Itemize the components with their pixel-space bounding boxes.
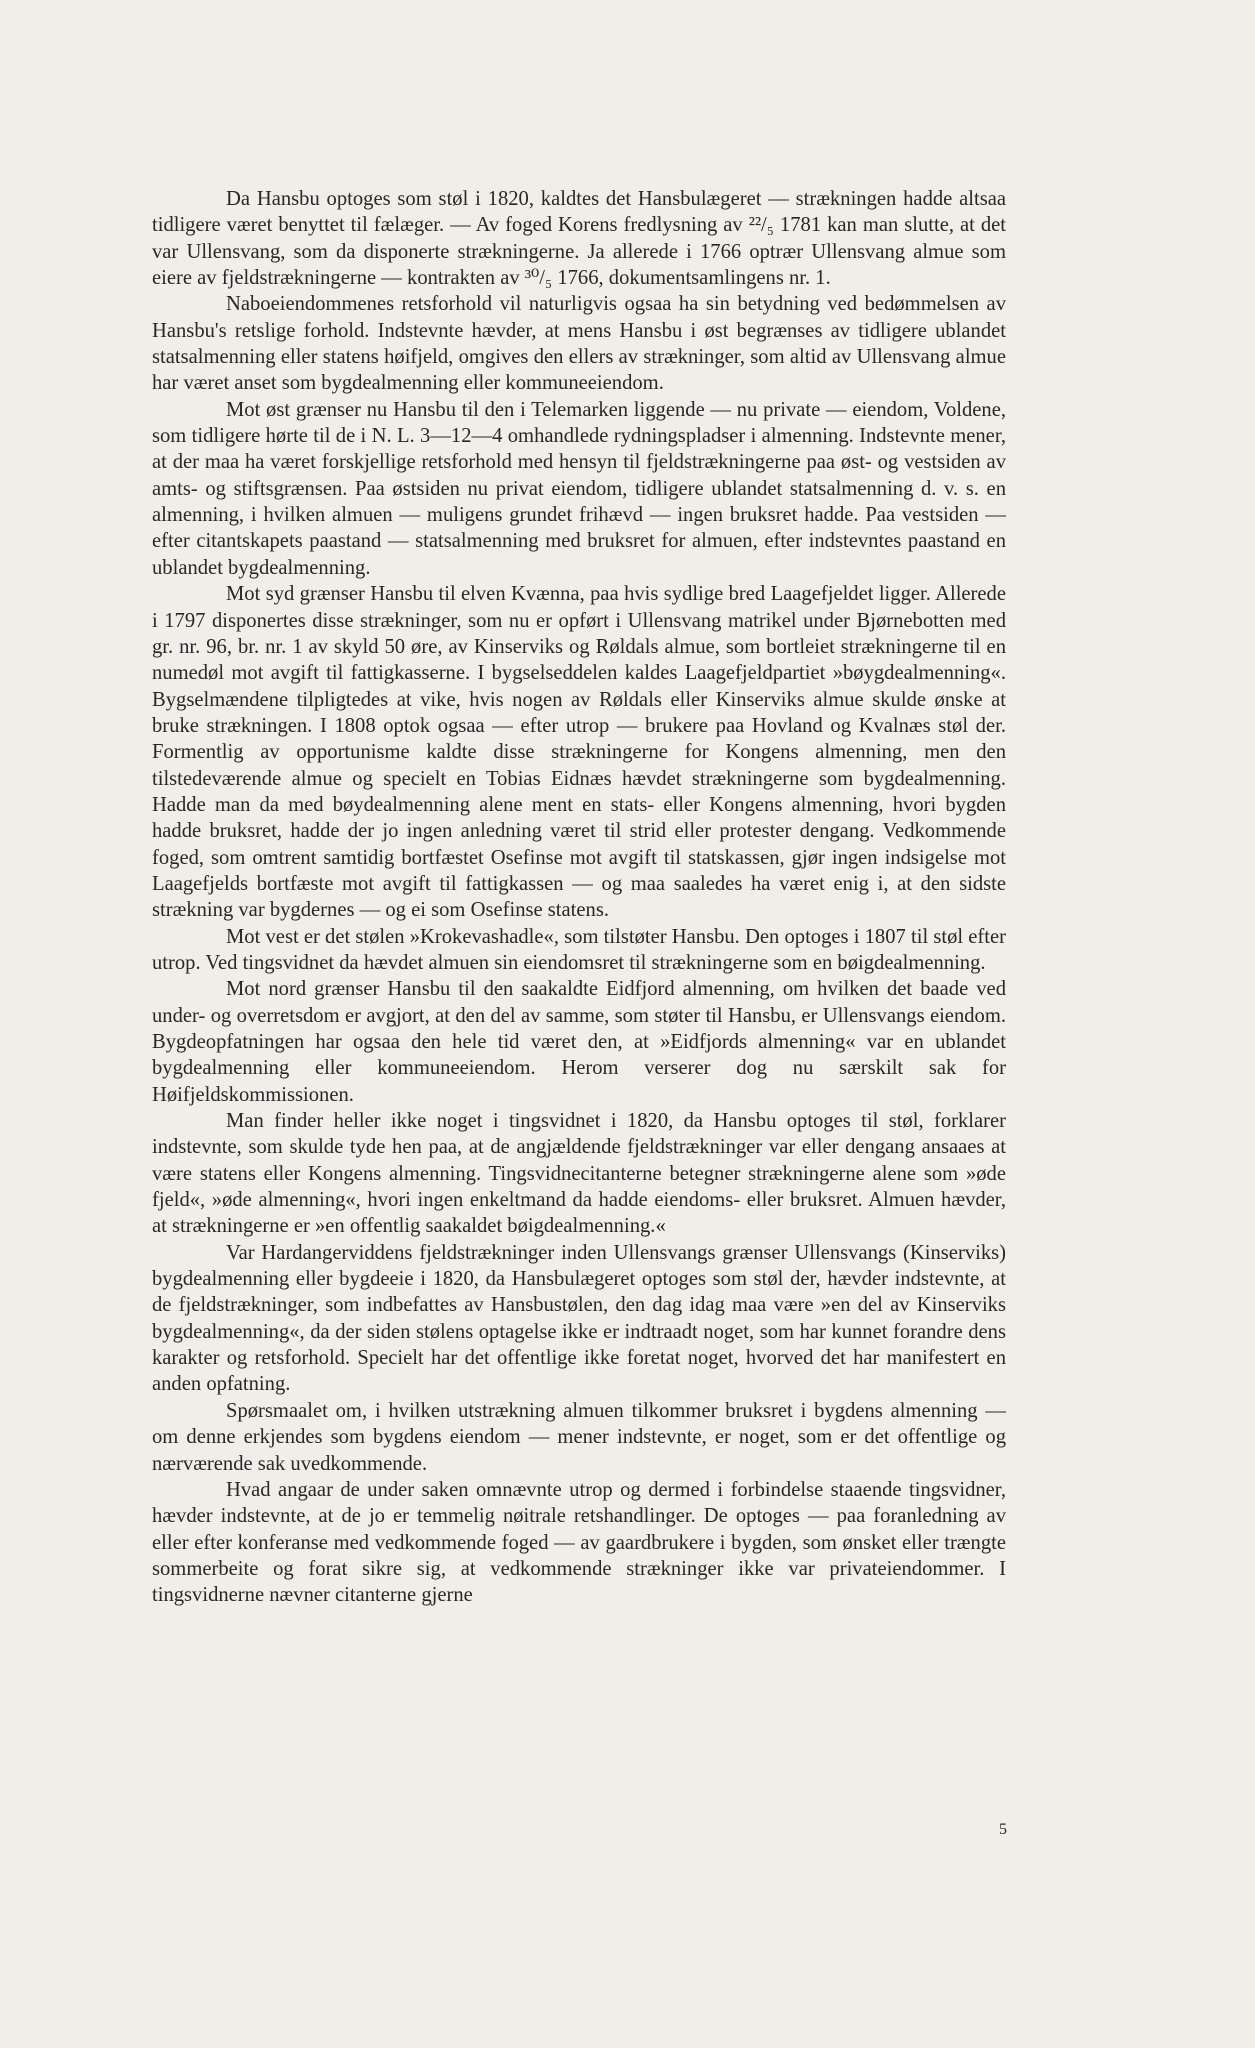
- page-number: 5: [999, 1821, 1007, 1838]
- body-text: [152, 186, 1006, 1609]
- paragraph-10: Hvad angaar de under saken omnævnte utrop og dermed i forbindelse staaende tingsvidner, hævder indstevnte, at de jo er temmelig nøitrale retshandlinger. De optoges — paa foranledning av eller efter konferanse med vedkommende foged — av gaardbrukere i bygden, som ønsket eller trængte sommerbeite og forat sikre sig, at vedkommende strækninger ikke var privateiendommer. I tingsvidnerne nævner citanterne gjerne: [152, 1478, 1006, 1607]
- paragraph-6: Mot nord grænser Hansbu til den saakaldte Eidfjord almenning, om hvilken det baade ved under- og overretsdom er avgjort, at den del av samme, som støter til Hansbu, er Ullensvangs eiendom. Bygdeopfatningen har ogsaa den hele tid været den, at »Eidfjords almenning« var en ublandet bygdealmenning eller kommuneeiendom. Herom verserer dog nu særskilt sak for Høifjeldskommissionen.: [152, 978, 1006, 1106]
- paragraph-5: Mot vest er det stølen »Krokevashadle«, som tilstøter Hansbu. Den optoges i 1807 til støl efter utrop. Ved tingsvidnet da hævdet almuen sin eiendomsret til strækningerne som en bøigdealmenning.: [152, 925, 1006, 974]
- paragraph-3: Mot øst grænser nu Hansbu til den i Telemarken liggende — nu private — eiendom, Voldene, som tidligere hørte til de i N. L. 3—12—4 omhandlede rydningspladser i almenning. Indstevnte mener, at der maa ha været forskjellige retsforhold med hensyn til fjeldstrækningerne paa øst- og vestsiden av amts- og stiftsgrænsen. Paa østsiden nu privat eiendom, tidligere ublandet statsalmenning d. v. s. en almenning, i hvilken almuen — muligens grundet frihævd — ingen bruksret hadde. Paa vestsiden — efter citantskapets paastand — statsalmenning med bruksret for almuen, efter indstevntes paastand en ublandet bygdealmenning.: [152, 398, 1006, 579]
- paragraph-9: Spørsmaalet om, i hvilken utstrækning almuen tilkommer bruksret i bygdens almenning — om denne erkjendes som bygdens eiendom — mener indstevnte, er noget, som er det offentlige og nærværende sak uvedkommende.: [152, 1399, 1006, 1475]
- paragraph-2: Naboeiendommenes retsforhold vil naturligvis ogsaa ha sin betydning ved bedømmelsen av Hansbu's retslige forhold. Indstevnte hævder, at mens Hansbu i øst begrænses av tidligere ublandet statsalmenning eller statens høifjeld, omgives den ellers av strækninger, som altid av Ullensvang almue har været anset som bygdealmenning eller kommuneeiendom.: [152, 293, 1006, 395]
- paragraph-7: Man finder heller ikke noget i tingsvidnet i 1820, da Hansbu optoges til støl, forklarer indstevnte, som skulde tyde hen paa, at de angjældende fjeldstrækninger var eller dengang ansaaes at være statens eller Kongens almenning. Tingsvidnecitanterne betegner strækningerne alene som »øde fjeld«, »øde almenning«, hvori ingen enkeltmand da hadde eiendoms- eller bruksret. Almuen hævder, at strækningerne er »en offentlig saakaldet bøigdealmenning.«: [152, 1110, 1006, 1238]
- paragraph-8: Var Hardangerviddens fjeldstrækninger inden Ullensvangs grænser Ullensvangs (Kinserviks) bygdealmenning eller bygdeeie i 1820, da Hansbulægeret optoges som støl der, hævder indstevnte, at de fjeldstrækninger, som indbefattes av Hansbustølen, den dag idag maa være »en del av Kinserviks bygdealmenning«, da der siden stølens optagelse ikke er indtraadt noget, som har kunnet forandre dens karakter og retsforhold. Specielt har det offentlige ikke foretat noget, hvorved det har manifestert en anden opfatning.: [152, 1241, 1006, 1396]
- paragraph-1: Da Hansbu optoges som støl i 1820, kaldtes det Hansbulægeret — strækningen hadde altsaa tidligere været benyttet til fælæger. — Av foged Korens fredlysning av ²²/₅ 1781 kan man slutte, at det var Ullensvang, som da disponerte strækningerne. Ja allerede i 1766 optrær Ullensvang almue som eiere av fjeldstrækningerne — kontrakten av ³⁰/₅ 1766, dokumentsamlingens nr. 1.: [152, 188, 1006, 290]
- paragraph-4: Mot syd grænser Hansbu til elven Kvænna, paa hvis sydlige bred Laagefjeldet ligger. Allerede i 1797 disponertes disse strækninger, som nu er opført i Ullensvang matrikel under Bjørnebotten med gr. nr. 96, br. nr. 1 av skyld 50 øre, av Kinserviks og Røldals almue, som bortleiet strækningerne til en numedøl mot avgift til fattigkasserne. I bygselseddelen kaldes Laagefjeldpartiet »bøygdealmenning«. Bygselmændene tilpligtedes at vike, hvis nogen av Røldals eller Kinserviks almue skulde ønske at bruke strækningen. I 1808 optok ogsaa — efter utrop — brukere paa Hovland og Kvalnæs støl der. Formentlig av opportunisme kaldte disse strækningerne for Kongens almenning, men den tilstedeværende almue og specielt en Tobias Eidnæs hævdet strækningerne som bygdealmenning. Hadde man da med bøydealmenning alene ment en stats- eller Kongens almenning, hvori bygden hadde bruksret, hadde der jo ingen anledning været til strid eller protester dengang. Vedkommende foged, som omtrent samtidig bortfæstet Osefinse mot avgift til statskassen, gjør ingen indsigelse mot Laagefjelds bortfæste mot avgift til fattigkassen — og maa saaledes ha været enig i, at den sidste strækning var bygdernes — og ei som Osefinse statens.: [152, 583, 1006, 922]
